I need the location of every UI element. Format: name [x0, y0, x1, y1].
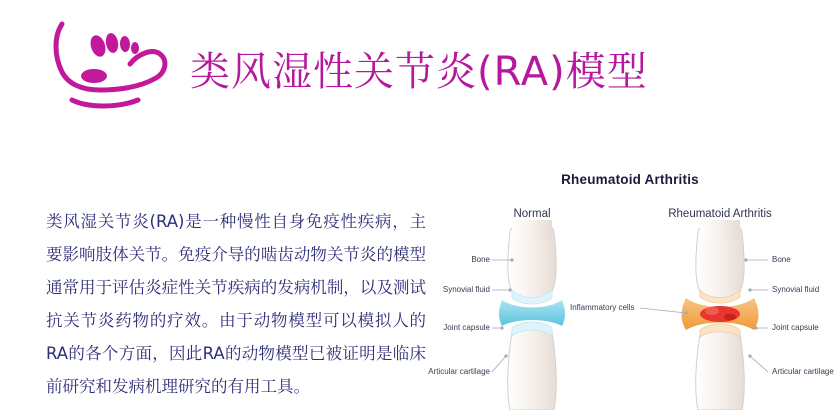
joint-illustration [440, 160, 820, 410]
figure-panel-caption-normal: Normal [513, 208, 551, 220]
page-header [0, 0, 836, 130]
figure-title: Rheumatoid Arthritis [561, 172, 699, 187]
figure-label-inflammatory-cells: Inflammatory cells [570, 303, 635, 312]
rheumatoid-arthritis-figure [428, 160, 834, 410]
figure-label-bone-left: Bone [471, 255, 490, 264]
figure-label-bone-right: Bone [772, 255, 791, 264]
page-title: 类风湿性关节炎(RA)模型 [190, 49, 648, 95]
figure-label-joint-capsule-left: Joint capsule [443, 323, 490, 332]
figure-label-articular-cartilage-right: Articular cartilage [772, 367, 834, 376]
figure-label-joint-capsule-right: Joint capsule [772, 323, 819, 332]
figure-label-articular-cartilage-left: Articular cartilage [428, 367, 490, 376]
description-paragraph: 类风湿关节炎(RA)是一种慢性自身免疫性疾病，主要影响肢体关节。免疫介导的啮齿动物关节炎的模型通常用于评估炎症性关节疾病的发病机制，以及测试抗关节炎药物的疗效。由于动物模型可以模拟人的RA的各个方面，因此RA的动物模型已被证明是临床前研究和发病机理研究的有用工具。 [46, 212, 426, 396]
figure-panel-caption-ra: Rheumatoid Arthritis [668, 208, 772, 220]
foot-joint-logo-icon [38, 16, 178, 116]
figure-label-synovial-fluid-right: Synovial fluid [772, 285, 820, 294]
figure-label-synovial-fluid-left: Synovial fluid [442, 285, 490, 294]
